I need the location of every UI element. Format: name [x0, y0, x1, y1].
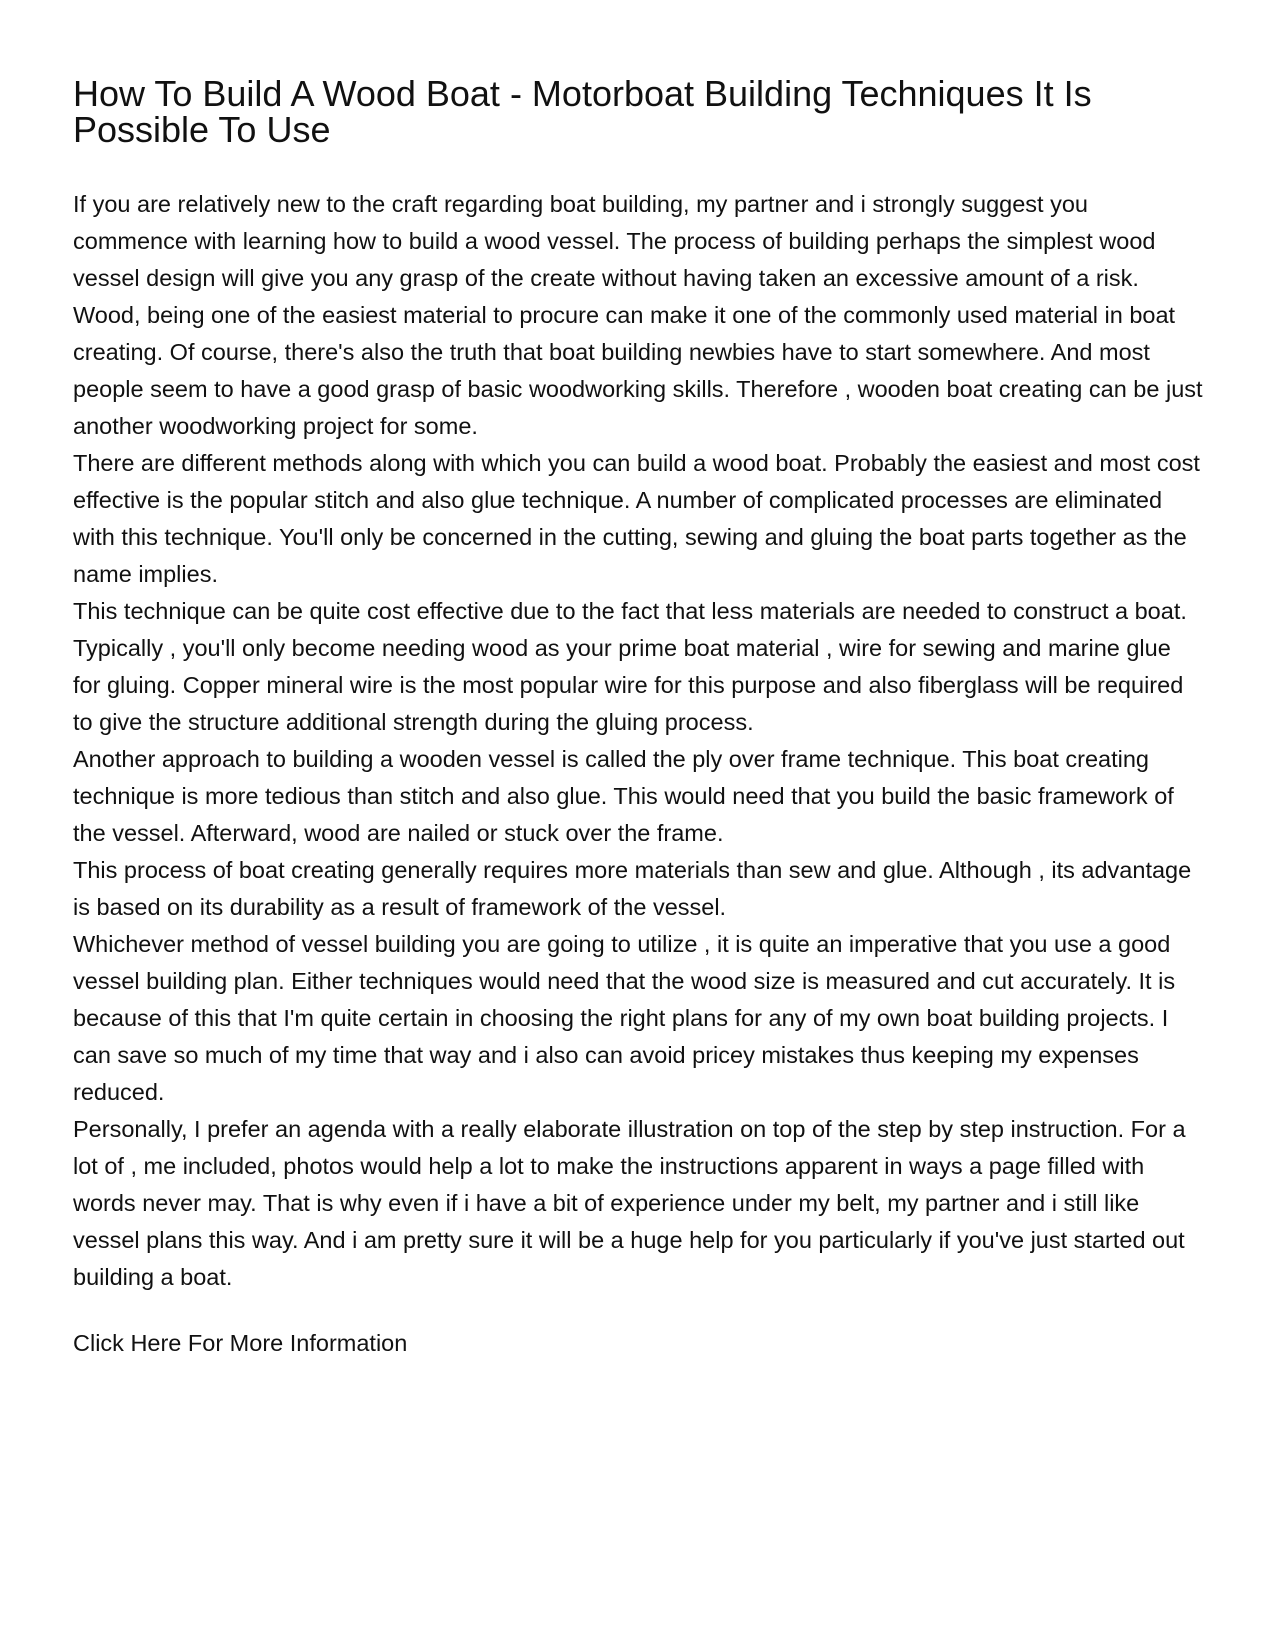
paragraph-4: This technique can be quite cost effective due to the fact that less materials are needed to construct a boat. Typically , you'll only become needing wood as your prime boat material , wire for sewing and marine glue for gluing. Copper mineral wire is the most popular wire for this purpose and also fiberglass will be required to give the structure additional strength during the gluing process. [73, 598, 1187, 735]
paragraph-3: There are different methods along with which you can build a wood boat. Probably the easiest and most cost effective is the popular stitch and also glue technique. A number of complicated processes are eliminated with this technique. You'll only be concerned in the cutting, sewing and gluing the boat parts together as the name implies. [73, 450, 1200, 587]
paragraph-7: Whichever method of vessel building you are going to utilize , it is quite an imperative that you use a good vessel building plan. Either techniques would need that the wood size is measured and cut accurately. It is because of this that I'm quite certain in choosing the right plans for any of my own boat building projects. I can save so much of my time that way and i also can avoid pricey mistakes thus keeping my expenses reduced. [73, 931, 1176, 1105]
paragraph-2: Wood, being one of the easiest material to procure can make it one of the commonly used material in boat creating. Of course, there's also the truth that boat building newbies have to start somewhere. And most people seem to have a good grasp of basic woodworking skills. Therefore , wooden boat creating can be just another woodworking project for some. [73, 302, 1203, 439]
paragraph-6: This process of boat creating generally requires more materials than sew and glue. Although , its advantage is based on its durability as a result of framework of the vessel. [73, 857, 1192, 920]
more-information-link[interactable]: Click Here For More Information [73, 1330, 408, 1356]
paragraph-1: If you are relatively new to the craft regarding boat building, my partner and i strongly suggest you commence with learning how to build a wood vessel. The process of building perhaps the simplest wood vessel design will give you any grasp of the create without having taken an excessive amount of a risk. [73, 191, 1156, 291]
paragraph-8: Personally, I prefer an agenda with a really elaborate illustration on top of the step by step instruction. For a lot of , me included, photos would help a lot to make the instructions apparent in ways a page filled with words never may. That is why even if i have a bit of experience under my belt, my partner and i still like vessel plans this way. And i am pretty sure it will be a huge help for you particularly if you've just started out building a boat. [73, 1116, 1186, 1290]
document-page [73, 73, 1203, 1362]
document-title: How To Build A Wood Boat - Motorboat Building Techniques It Is Possible To Use [73, 73, 1092, 150]
paragraph-5: Another approach to building a wooden vessel is called the ply over frame technique. This boat creating technique is more tedious than stitch and also glue. This would need that you build the basic framework of the vessel. Afterward, wood are nailed or stuck over the frame. [73, 746, 1174, 846]
document-body [73, 186, 1203, 1296]
